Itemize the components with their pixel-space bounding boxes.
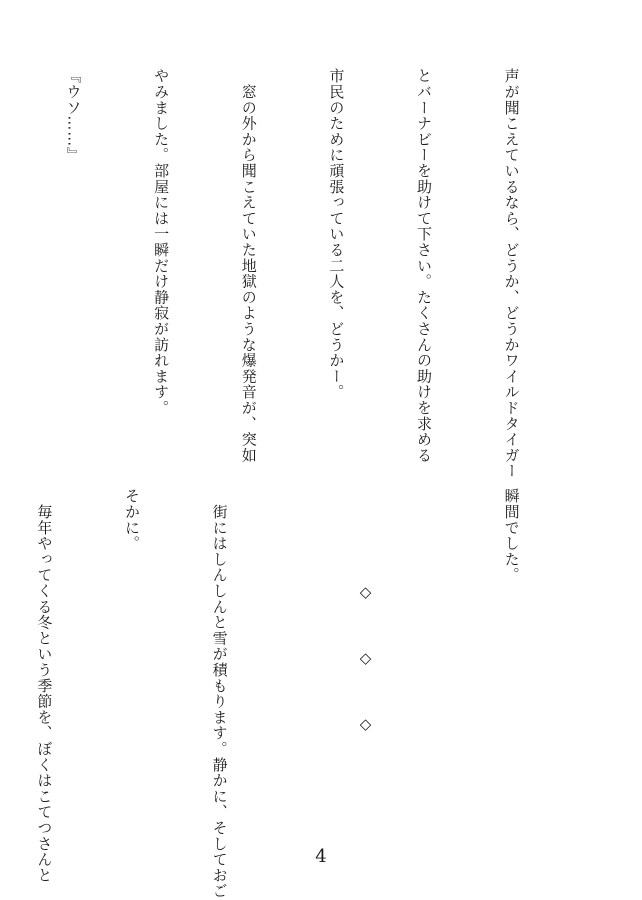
text-line: 声が聞こえているなら、どうか、どうかワイルドタイガー [502, 68, 521, 479]
text-line: 毎年やってくる冬という季節を、ぼくはこてつさんと [35, 488, 54, 883]
text-block-upper [0, 68, 584, 479]
text-line: 瞬間でした。 [502, 488, 521, 583]
text-line: 窓の外から聞こえていた地獄のような爆発音が、突如 [239, 68, 258, 463]
text-block-lower [0, 488, 584, 899]
text-line: そかに。 [122, 488, 141, 552]
text-line: やみました。部屋には一瞬だけ静寂が訪れます。 [152, 68, 171, 416]
text-line: 『ウソ……』 [64, 68, 83, 163]
section-divider: ◇ ◇ ◇ [356, 488, 375, 734]
text-line: 市民のために頑張っている二人を、どうかー。 [327, 68, 346, 400]
text-line: とバーナビーを助けて下さい。たくさんの助けを求める [414, 68, 433, 463]
text-line: 街にはしんしんと雪が積もります。静かに、そしておご [210, 488, 229, 899]
page-number: 4 [315, 846, 327, 867]
